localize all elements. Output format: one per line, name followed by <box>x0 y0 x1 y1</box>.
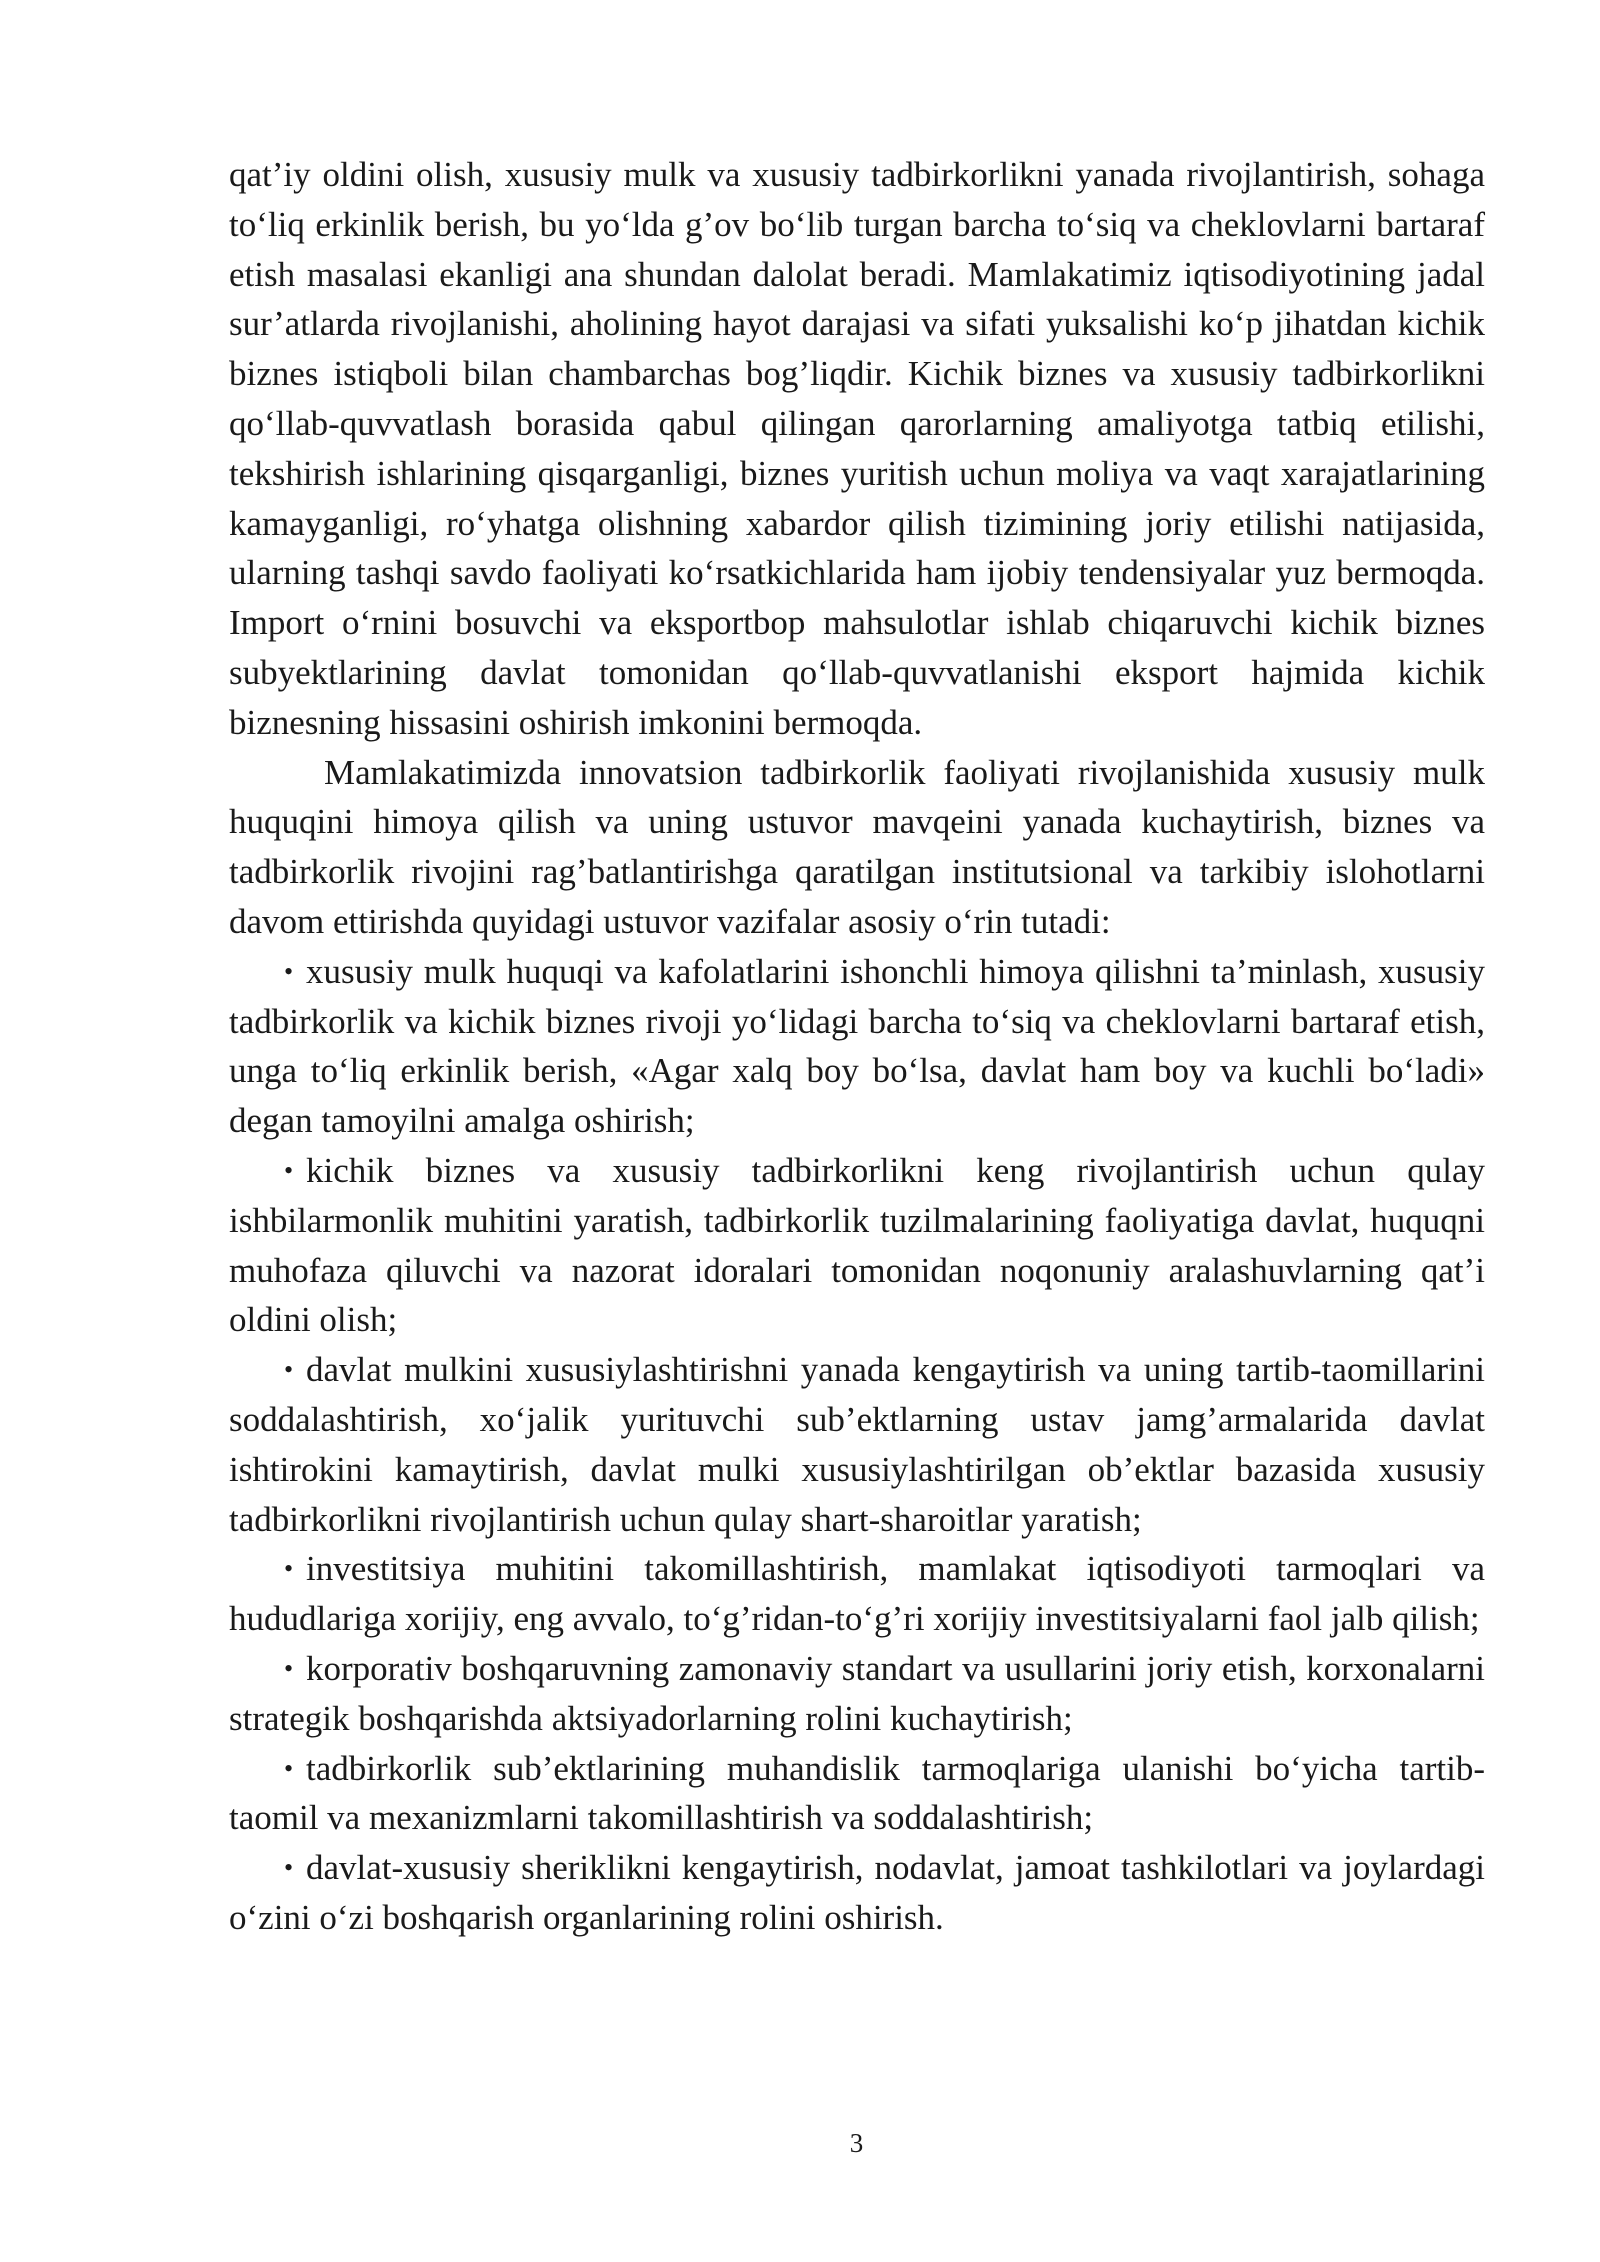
bullet-icon: • <box>284 1653 294 1683</box>
bullet-icon: • <box>284 1155 294 1185</box>
bullet-text: investitsiya muhitini takomillashtirish, mamlakat iqtisodiyoti tarmoqlari va hududlariga xorijiy, eng avvalo, to‘g’ridan-to‘g’ri xorijiy investitsiyalarni faol jalb qilish; <box>229 1549 1485 1639</box>
bullet-item <box>229 1544 1485 1644</box>
bullet-item <box>229 947 1485 1146</box>
bullet-icon: • <box>284 956 294 986</box>
page-number: 3 <box>849 2128 864 2158</box>
document-body <box>229 150 1485 1943</box>
bullet-text: tadbirkorlik sub’ektlarining muhandislik tarmoqlariga ulanishi bo‘yicha tartib-taomil va mexanizmlarni takomillashtirish va soddalashtirish; <box>229 1748 1485 1838</box>
bullet-icon: • <box>284 1554 294 1584</box>
paragraph-continuation: qat’iy oldini olish, xususiy mulk va xususiy tadbirkorlikni yanada rivojlantirish, sohaga to‘liq erkinlik berish, bu yo‘lda g’ov bo‘lib turgan barcha to‘siq va cheklovlarni bartaraf etish masalasi ekanligi ana shundan dalolat beradi. Mamlakatimiz iqtisodiyotining jadal sur’atlarda rivojlanishi, aholining hayot darajasi va sifati yuksalishi ko‘p jihatdan kichik biznes istiqboli bilan chambarchas bog’liqdir. Kichik biznes va xususiy tadbirkorlikni qo‘llab-quvvatlash borasida qabul qilingan qarorlarning amaliyotga tatbiq etilishi, tekshirish ishlarining qisqarganligi, biznes yuritish uchun moliya va vaqt xarajatlarining kamayganligi, ro‘yhatga olishning xabardor qilish tizimining joriy etilishi natijasida, ularning tashqi savdo faoliyati ko‘rsatkichlarida ham ijobiy tendensiyalar yuz bermoqda. Import o‘rnini bosuvchi va eksportbop mahsulotlar ishlab chiqaruvchi kichik biznes subyektlarining davlat tomonidan qo‘llab-quvvatlanishi eksport hajmida kichik biznesning hissasini oshirish imkonini bermoqda. <box>229 155 1485 742</box>
bullet-item <box>229 1843 1485 1943</box>
bullet-text: kichik biznes va xususiy tadbirkorlikni keng rivojlantirish uchun qulay ishbilarmonlik muhitini yaratish, tadbirkorlik tuzilmalarining faoliyatiga davlat, huquqni muhofaza qiluvchi va nazorat idoralari tomonidan noqonuniy aralashuvlarning qat’i oldini olish; <box>229 1150 1485 1340</box>
bullet-icon: • <box>284 1753 294 1783</box>
bullet-text: korporativ boshqaruvning zamonaviy standart va usullarini joriy etish, korxonalarni strategik boshqarishda aktsiyadorlarning rolini kuchaytirish; <box>229 1648 1485 1738</box>
bullet-icon: • <box>284 1853 294 1883</box>
bullet-text: xususiy mulk huquqi va kafolatlarini ishonchli himoya qilishni ta’minlash, xususiy tadbirkorlik va kichik biznes rivoji yo‘lidagi barcha to‘siq va cheklovlarni bartaraf etish, unga to‘liq erkinlik berish, «Agar xalq boy bo‘lsa, davlat ham boy va kuchli bo‘ladi» degan tamoyilni amalga oshirish; <box>229 951 1485 1141</box>
bullet-item <box>229 1644 1485 1744</box>
bullet-text: davlat mulkini xususiylashtirishni yanada kengaytirish va uning tartib-taomillarini soddalashtirish, xo‘jalik yurituvchi sub’ektlarning ustav jamg’armalarida davlat ishtirokini kamaytirish, davlat mulki xususiylashtirilgan ob’ektlar bazasida xususiy tadbirkorlikni rivojlantirish uchun qulay shart-sharoitlar yaratish; <box>229 1350 1485 1539</box>
bullet-item <box>229 1345 1485 1544</box>
bullet-text: davlat-xususiy sheriklikni kengaytirish, nodavlat, jamoat tashkilotlari va joylardagi o‘zini o‘zi boshqarish organlarining rolini oshirish. <box>229 1848 1485 1937</box>
paragraph-indented: Mamlakatimizda innovatsion tadbirkorlik faoliyati rivojlanishida xususiy mulk huquqini himoya qilish va uning ustuvor mavqeini yanada kuchaytirish, biznes va tadbirkorlik rivojini rag’batlantirishga qaratilgan institutsional va tarkibiy islohotlarni davom ettirishda quyidagi ustuvor vazifalar asosiy o‘rin tutadi: <box>229 752 1485 941</box>
bullet-item <box>229 1744 1485 1844</box>
bullet-icon: • <box>284 1355 294 1385</box>
bullet-item <box>229 1146 1485 1345</box>
